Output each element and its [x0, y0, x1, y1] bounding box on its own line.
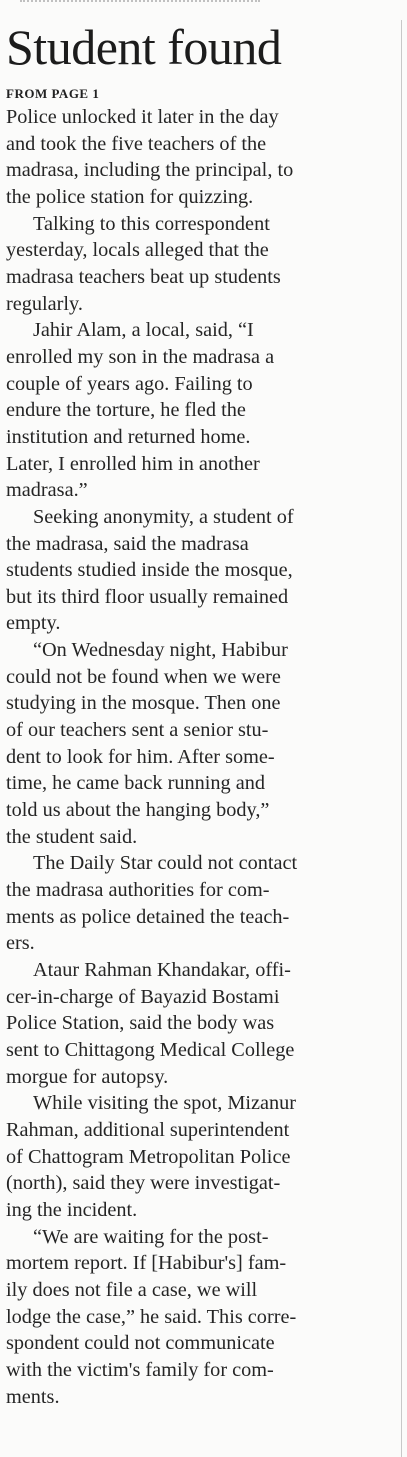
text-line: could not be found when we were — [6, 665, 281, 688]
text-line: While visiting the spot, Mizanur — [33, 1092, 297, 1115]
text-line: spondent could not communicate — [6, 1332, 275, 1355]
article-paragraph — [6, 637, 394, 850]
text-line: of Chattogram Metropolitan Police — [6, 1145, 291, 1168]
text-line: couple of years ago. Failing to — [6, 372, 253, 395]
clipping-edge — [20, 0, 260, 6]
text-line: the madrasa authorities for com- — [6, 879, 270, 902]
article-paragraph — [6, 1224, 394, 1411]
text-line: madrasa.” — [6, 479, 88, 502]
article-paragraph — [6, 104, 394, 211]
text-line: Rahman, additional superintendent — [6, 1118, 290, 1141]
text-line: Talking to this correspondent — [33, 212, 270, 235]
text-line: ments. — [6, 1385, 60, 1408]
text-line: ily does not file a case, we will — [6, 1278, 258, 1301]
continued-from-label: FROM PAGE 1 — [6, 86, 100, 101]
article-paragraph — [6, 957, 394, 1090]
text-line: madrasa, including the principal, to — [6, 159, 294, 182]
text-line: the police station for quizzing. — [6, 185, 254, 208]
text-line: students studied inside the mosque, — [6, 559, 293, 582]
text-line: The Daily Star could not contact — [33, 852, 298, 875]
text-line: “On Wednesday night, Habibur — [33, 639, 288, 662]
text-line: ing the incident. — [6, 1198, 138, 1221]
text-line: institution and returned home. — [6, 425, 251, 448]
text-line: enrolled my son in the madrasa a — [6, 345, 275, 368]
text-line: Police Station, said the body was — [6, 1012, 275, 1035]
text-line: “We are waiting for the post- — [33, 1225, 269, 1248]
text-line: with the victim's family for com- — [6, 1358, 274, 1381]
text-line: the madrasa, said the madrasa — [6, 532, 249, 555]
article-paragraph — [6, 1090, 394, 1223]
text-line: time, he came back running and — [6, 772, 266, 795]
article-body — [6, 104, 394, 1410]
text-line: Seeking anonymity, a student of — [33, 505, 294, 528]
text-line: yesterday, locals alleged that the — [6, 239, 269, 262]
text-line: morgue for autopsy. — [6, 1065, 169, 1088]
text-line: ers. — [6, 932, 35, 955]
text-line: (north), said they were investigat- — [6, 1172, 281, 1195]
text-line: and took the five teachers of the — [6, 132, 267, 155]
article-paragraph — [6, 504, 394, 637]
text-line: told us about the hanging body,” — [6, 799, 270, 822]
text-line: studying in the mosque. Then one — [6, 692, 281, 715]
text-line: but its third floor usually remained — [6, 585, 289, 608]
text-line: Later, I enrolled him in another — [6, 452, 260, 475]
text-line: endure the torture, he fled the — [6, 399, 246, 422]
text-line: ments as police detained the teach- — [6, 905, 290, 928]
article-paragraph — [6, 850, 394, 957]
text-line: mortem report. If [Habibur's] fam- — [6, 1252, 287, 1275]
text-line: Jahir Alam, a local, said, “I — [33, 319, 254, 342]
headline: Student found — [6, 19, 282, 75]
article-paragraph — [6, 317, 394, 504]
news-article — [6, 18, 394, 1410]
text-line: Ataur Rahman Khandakar, offi- — [33, 959, 291, 981]
text-line: Police unlocked it later in the day — [6, 106, 279, 128]
text-line: lodge the case,” he said. This corre- — [6, 1305, 297, 1328]
text-line: madrasa teachers beat up students — [6, 265, 281, 288]
text-line: the student said. — [6, 825, 138, 848]
text-line: of our teachers sent a senior stu- — [6, 719, 269, 742]
article-paragraph — [6, 211, 394, 318]
text-line: sent to Chittagong Medical College — [6, 1038, 295, 1061]
text-line: dent to look for him. After some- — [6, 745, 275, 768]
column-rule — [401, 20, 402, 1457]
text-line: empty. — [6, 612, 61, 635]
text-line: regularly. — [6, 292, 83, 315]
text-line: cer-in-charge of Bayazid Bostami — [6, 985, 280, 1008]
